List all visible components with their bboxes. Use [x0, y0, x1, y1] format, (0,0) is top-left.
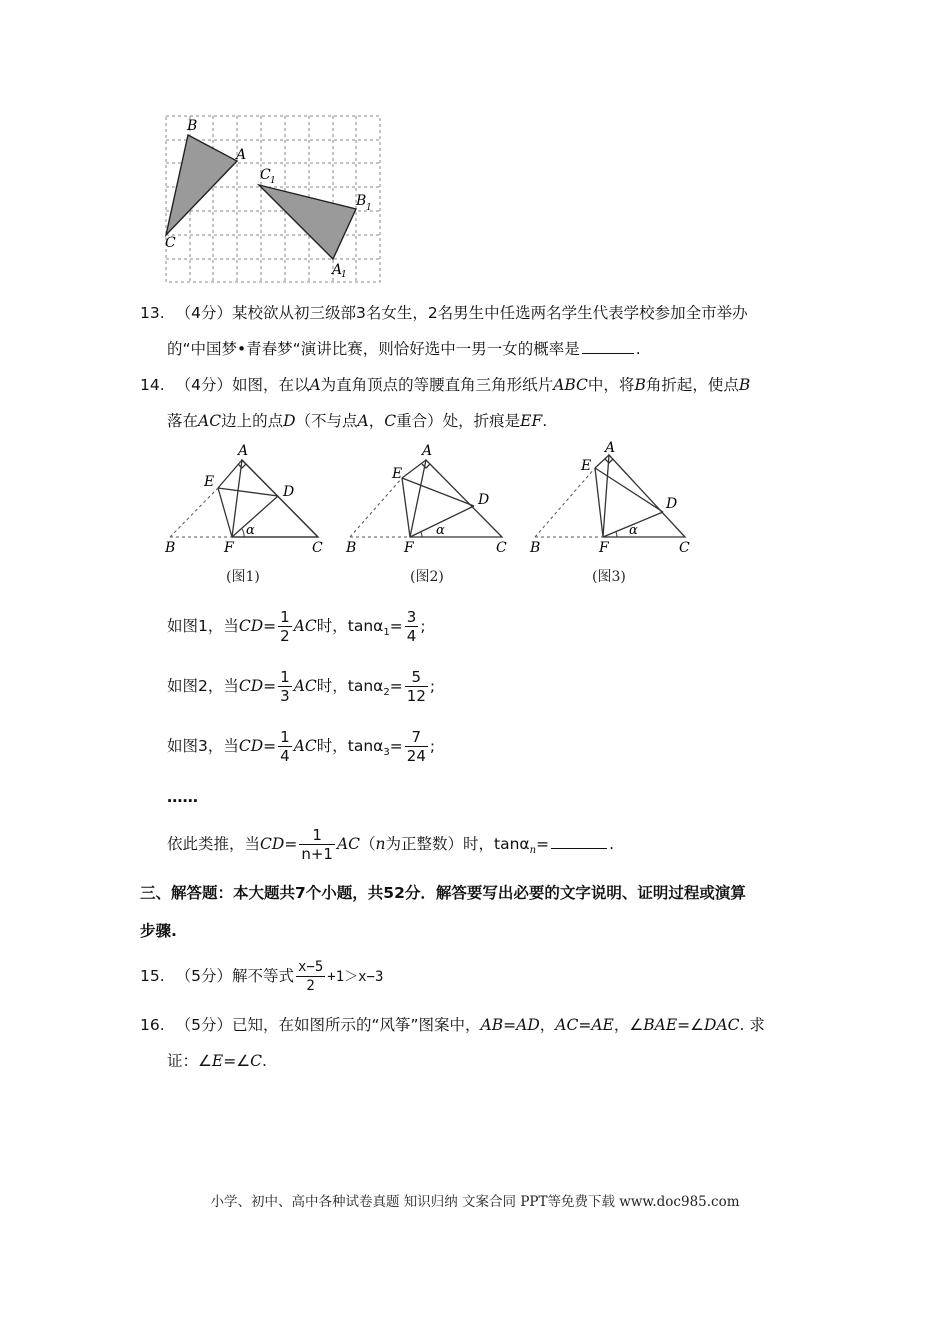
math-var: ABC — [553, 376, 588, 394]
subscript: 1 — [383, 627, 390, 639]
fraction: $\frac{3}{4}$ — [406, 608, 417, 645]
question-text: 边上的点 — [221, 412, 284, 430]
figure-caption-1: (图1) — [226, 569, 260, 585]
question-15 — [140, 958, 383, 995]
question-text: 落在 — [167, 412, 199, 430]
math-op: = — [503, 1016, 517, 1034]
subscript: 2 — [383, 687, 390, 699]
math-op: = — [578, 1016, 592, 1034]
case-text: 如图3，当 — [167, 737, 239, 755]
math-var: CD — [260, 835, 285, 853]
case-text: 如图2，当 — [167, 677, 239, 695]
math-var: AC — [293, 617, 317, 635]
answer-blank[interactable] — [551, 834, 607, 849]
fraction: $\frac{x-5}{2}$ — [297, 959, 324, 994]
question-text: （5分）解不等式 — [175, 967, 294, 985]
label-e: E — [581, 458, 592, 474]
math-var: AE — [591, 1016, 614, 1034]
case-text: 依此类推，当 — [167, 835, 261, 853]
label-d: D — [283, 484, 295, 500]
figure-caption-2: (图2) — [410, 569, 444, 585]
case-text: 为正整数）时，tanα — [385, 835, 530, 853]
math-op: = — [389, 737, 403, 755]
label-b1: B — [356, 193, 367, 209]
label-b: B — [165, 540, 176, 556]
case-line-final — [167, 826, 614, 863]
math-var: AC — [555, 1016, 579, 1034]
case-text: ; — [429, 677, 436, 695]
label-alpha: α — [436, 523, 445, 538]
question-text: . — [635, 340, 641, 358]
math-op: = — [284, 835, 298, 853]
label-d: D — [478, 492, 490, 508]
math-var: AC — [198, 412, 222, 430]
section-heading-cont: 步骤. — [140, 922, 177, 940]
question-text: 的“中国梦•青春梦“演讲比赛，则恰好选中一男一女的概率是 — [167, 340, 580, 358]
math-op: = — [263, 737, 277, 755]
math-var: B — [738, 376, 751, 394]
question-number: 13. — [140, 304, 165, 322]
case-line-2 — [167, 668, 435, 705]
question-text: （不与点 — [295, 412, 358, 430]
question-number: 14. — [140, 376, 165, 394]
question-text: 重合）处，折痕是 — [396, 412, 521, 430]
question-text: 中，将 — [587, 376, 635, 394]
label-b1-sub: 1 — [366, 203, 372, 213]
fraction: $\frac{1}{n+1}$ — [301, 826, 333, 863]
question-14-line1 — [140, 374, 750, 396]
case-text: 时，tanα — [316, 677, 384, 695]
math-var: C — [250, 1052, 262, 1070]
label-f: F — [599, 540, 609, 556]
label-e: E — [392, 466, 403, 482]
question-text: ， — [368, 412, 385, 430]
label-a: A — [605, 440, 616, 456]
label-d: D — [666, 496, 678, 512]
case-line-3 — [167, 728, 435, 765]
case-line-1 — [167, 608, 426, 645]
answer-blank[interactable] — [582, 339, 634, 354]
question-number: 15. — [140, 967, 165, 985]
math-var: E — [211, 1052, 224, 1070]
math-var: AC — [336, 835, 360, 853]
triangle-a1b1c1 — [259, 185, 356, 259]
question-text: （4分）如图，在以 — [175, 376, 310, 394]
label-alpha: α — [629, 523, 638, 538]
question-16-line2 — [167, 1050, 267, 1072]
question-text: （5分）已知，在如图所示的“风筝”图案中， — [175, 1016, 481, 1034]
figure-caption-3: (图3) — [592, 569, 626, 585]
question-13-line1 — [140, 302, 748, 324]
math-var: A — [309, 376, 321, 394]
fraction: $\frac{1}{2}$ — [280, 608, 290, 645]
ellipsis: …… — [167, 788, 198, 806]
math-var: n — [375, 835, 386, 853]
question-number: 16. — [140, 1016, 165, 1034]
label-e: E — [204, 474, 215, 490]
label-c: C — [165, 235, 176, 251]
fraction: $\frac{7}{24}$ — [406, 728, 426, 765]
label-a1-sub: 1 — [341, 270, 347, 280]
label-a1: A — [332, 262, 343, 278]
math-var: AB — [480, 1016, 504, 1034]
math-var: AC — [293, 737, 317, 755]
math-var: CD — [238, 737, 264, 755]
fraction: $\frac{1}{4}$ — [280, 728, 290, 765]
label-b: B — [530, 540, 541, 556]
math-op: =∠ — [223, 1052, 251, 1070]
grid-triangles-figure — [162, 113, 384, 285]
math-op: = — [263, 617, 277, 635]
math-var: BAE — [643, 1016, 678, 1034]
math-op: = — [536, 835, 550, 853]
math-var: DAC — [704, 1016, 740, 1034]
label-alpha: α — [246, 523, 255, 538]
label-c: C — [496, 540, 507, 556]
label-f: F — [224, 540, 234, 556]
subscript: 3 — [383, 747, 390, 759]
fraction: $\frac{5}{12}$ — [406, 668, 426, 705]
page-footer: 小学、初中、高中各种试卷真题 知识归纳 文案合同 PPT等免费下载 www.doc985.com — [210, 1194, 740, 1210]
math-op: = — [389, 677, 403, 695]
math-var: EF — [520, 412, 543, 430]
label-a: A — [236, 147, 247, 163]
math-var: AC — [293, 677, 317, 695]
case-text: 如图1，当 — [167, 617, 239, 635]
label-a: A — [238, 443, 249, 459]
math-var: CD — [238, 677, 264, 695]
question-14-line2 — [167, 410, 547, 432]
question-text: 为直角顶点的等腰直角三角形纸片 — [320, 376, 554, 394]
question-text: 角折起，使点 — [645, 376, 739, 394]
label-f: F — [404, 540, 414, 556]
question-13-line2 — [167, 338, 641, 360]
section-heading: 三、解答题：本大题共7个小题，共52分．解答要写出必要的文字说明、证明过程或演算 — [140, 884, 746, 902]
question-text: ， — [539, 1016, 556, 1034]
label-a: A — [422, 443, 433, 459]
label-c1: C — [260, 167, 271, 183]
inequality: +1＞x−3 — [327, 969, 384, 985]
case-text: ; — [420, 617, 426, 635]
math-var: C — [384, 412, 397, 430]
question-text: . — [542, 412, 548, 430]
label-b: B — [346, 540, 357, 556]
math-var: B — [634, 376, 646, 394]
math-op: = — [263, 677, 277, 695]
question-text: ，∠ — [613, 1016, 644, 1034]
question-text: . — [262, 1052, 267, 1070]
question-text: . 求 — [739, 1016, 765, 1034]
math-op: = — [389, 617, 403, 635]
case-text: ; — [429, 737, 436, 755]
label-c: C — [679, 540, 690, 556]
math-op: =∠ — [677, 1016, 705, 1034]
math-var: A — [357, 412, 369, 430]
question-text: （4分）某校欲从初三级部3名女生，2名男生中任选两名学生代表学校参加全市举办 — [175, 304, 748, 322]
triangle-abc — [166, 135, 237, 235]
subscript: n — [529, 845, 537, 857]
case-text: . — [609, 835, 615, 853]
math-var: AD — [516, 1016, 540, 1034]
math-var: CD — [238, 617, 264, 635]
math-var: D — [283, 412, 296, 430]
case-text: （ — [360, 835, 376, 853]
case-text: 时，tanα — [316, 737, 384, 755]
case-text: 时，tanα — [316, 617, 384, 635]
label-b: B — [187, 118, 198, 134]
question-16-line1 — [140, 1014, 765, 1036]
question-text: 证：∠ — [167, 1052, 212, 1070]
fraction: $\frac{1}{3}$ — [280, 668, 290, 705]
label-c: C — [312, 540, 323, 556]
label-c1-sub: 1 — [270, 176, 276, 186]
